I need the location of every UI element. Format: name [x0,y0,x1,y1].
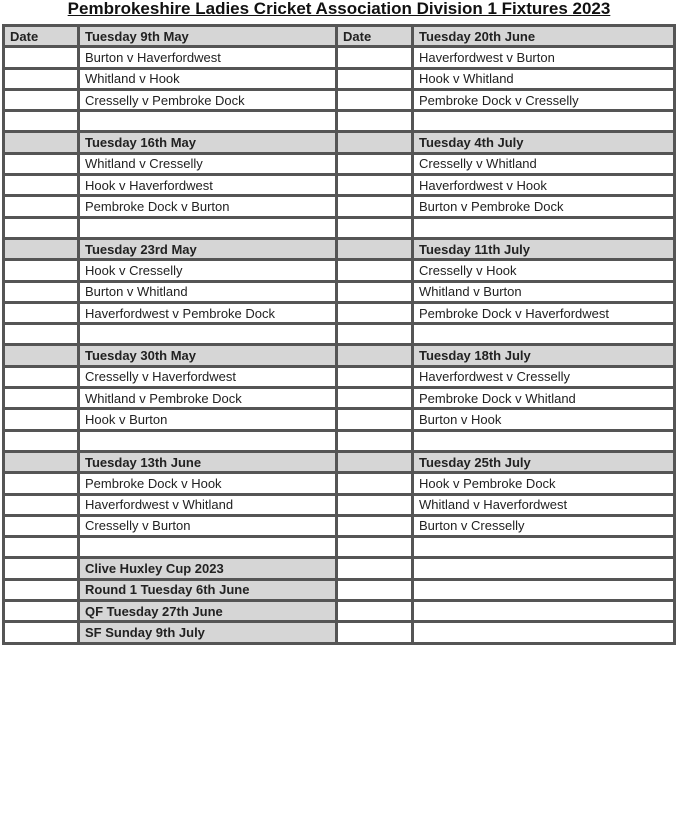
spacer-row [4,537,675,558]
fixtures-body [4,26,675,644]
week-label: Tuesday 11th July [413,238,675,259]
week-header: Tuesday 20th June [413,26,675,47]
date-cell [4,558,79,579]
cup-label: SF Sunday 9th July [79,622,337,643]
date-cell [4,451,79,472]
fixture-cell: Hook v Burton [79,409,337,430]
header-row [4,26,675,47]
fixture-cell: Haverfordwest v Pembroke Dock [79,302,337,323]
week-row [4,345,675,366]
fixture-cell [413,324,675,345]
fixture-cell: Haverfordwest v Whitland [79,494,337,515]
fixture-cell: Whitland v Haverfordwest [413,494,675,515]
week-label: Tuesday 25th July [413,451,675,472]
fixture-cell [413,111,675,132]
date-cell [337,430,413,451]
spacer-row [4,324,675,345]
date-cell [4,132,79,153]
fixture-cell [79,217,337,238]
date-cell [337,409,413,430]
fixture-row [4,47,675,68]
fixture-cell [413,430,675,451]
fixture-row [4,302,675,323]
fixture-row [4,153,675,174]
date-cell [4,430,79,451]
fixture-cell: Hook v Whitland [413,68,675,89]
cup-label: Round 1 Tuesday 6th June [79,579,337,600]
fixture-cell: Cresselly v Hook [413,260,675,281]
date-cell [4,196,79,217]
date-cell [4,217,79,238]
fixture-cell: Haverfordwest v Hook [413,175,675,196]
fixture-row [4,175,675,196]
date-cell [4,153,79,174]
date-cell [4,260,79,281]
page-title: Pembrokeshire Ladies Cricket Association Division 1 Fixtures 2023 [67,0,611,18]
date-cell [4,111,79,132]
fixture-row [4,515,675,536]
fixture-cell [79,324,337,345]
date-cell [4,494,79,515]
week-label: Tuesday 30th May [79,345,337,366]
date-cell [4,622,79,643]
fixture-cell [413,537,675,558]
week-row [4,451,675,472]
spacer-row [4,111,675,132]
date-cell [337,47,413,68]
week-label: Tuesday 16th May [79,132,337,153]
fixture-cell: Burton v Pembroke Dock [413,196,675,217]
fixture-cell [413,579,675,600]
fixture-cell: Haverfordwest v Burton [413,47,675,68]
date-cell [4,579,79,600]
fixture-cell: Burton v Haverfordwest [79,47,337,68]
fixture-cell: Pembroke Dock v Haverfordwest [413,302,675,323]
fixture-cell [413,558,675,579]
date-cell [337,515,413,536]
date-cell [337,473,413,494]
date-cell [337,579,413,600]
date-cell [337,537,413,558]
date-cell [337,451,413,472]
fixture-row [4,68,675,89]
date-cell [337,622,413,643]
date-cell [4,345,79,366]
date-cell [4,47,79,68]
date-cell [337,324,413,345]
week-label: Tuesday 4th July [413,132,675,153]
date-cell [337,494,413,515]
fixture-cell: Pembroke Dock v Whitland [413,388,675,409]
fixture-row [4,494,675,515]
date-cell [337,302,413,323]
date-cell [4,388,79,409]
fixture-cell [79,111,337,132]
cup-label: QF Tuesday 27th June [79,601,337,622]
date-cell [337,238,413,259]
fixture-cell: Haverfordwest v Cresselly [413,366,675,387]
fixture-row [4,281,675,302]
fixture-cell: Hook v Haverfordwest [79,175,337,196]
week-row [4,132,675,153]
date-cell [4,281,79,302]
cup-row [4,622,675,643]
cup-label: Clive Huxley Cup 2023 [79,558,337,579]
date-cell [4,68,79,89]
fixture-cell: Cresselly v Haverfordwest [79,366,337,387]
date-cell [337,366,413,387]
date-cell [337,89,413,110]
fixture-cell: Pembroke Dock v Cresselly [413,89,675,110]
spacer-row [4,217,675,238]
cup-row [4,579,675,600]
date-cell [337,345,413,366]
date-cell [4,324,79,345]
date-header: Date [337,26,413,47]
fixture-row [4,260,675,281]
date-cell [337,175,413,196]
date-cell [337,111,413,132]
fixture-row [4,366,675,387]
fixture-row [4,196,675,217]
date-cell [337,601,413,622]
fixture-cell: Burton v Hook [413,409,675,430]
fixture-cell [413,622,675,643]
fixture-cell [413,601,675,622]
week-row [4,238,675,259]
fixture-cell: Burton v Cresselly [413,515,675,536]
date-cell [4,238,79,259]
fixture-cell: Whitland v Cresselly [79,153,337,174]
cup-row [4,558,675,579]
date-cell [337,68,413,89]
fixture-row [4,473,675,494]
fixture-cell: Cresselly v Whitland [413,153,675,174]
cup-row [4,601,675,622]
fixtures-table [2,24,676,645]
fixture-cell: Pembroke Dock v Hook [79,473,337,494]
week-header: Tuesday 9th May [79,26,337,47]
date-cell [4,601,79,622]
date-cell [4,473,79,494]
date-cell [337,558,413,579]
date-cell [4,175,79,196]
date-header: Date [4,26,79,47]
date-cell [337,388,413,409]
fixture-cell: Whitland v Burton [413,281,675,302]
date-cell [4,89,79,110]
fixture-cell: Cresselly v Burton [79,515,337,536]
week-label: Tuesday 23rd May [79,238,337,259]
week-label: Tuesday 13th June [79,451,337,472]
fixture-cell: Burton v Whitland [79,281,337,302]
date-cell [4,515,79,536]
fixture-row [4,409,675,430]
date-cell [4,366,79,387]
spacer-row [4,430,675,451]
fixture-cell: Cresselly v Pembroke Dock [79,89,337,110]
week-label: Tuesday 18th July [413,345,675,366]
date-cell [337,132,413,153]
fixture-cell: Whitland v Hook [79,68,337,89]
date-cell [337,281,413,302]
fixture-cell: Pembroke Dock v Burton [79,196,337,217]
date-cell [4,537,79,558]
fixture-cell [79,537,337,558]
fixture-cell [79,430,337,451]
date-cell [337,196,413,217]
date-cell [337,217,413,238]
fixture-cell [413,217,675,238]
date-cell [4,302,79,323]
fixture-row [4,388,675,409]
fixture-row [4,89,675,110]
fixture-cell: Whitland v Pembroke Dock [79,388,337,409]
fixture-cell: Hook v Cresselly [79,260,337,281]
date-cell [337,153,413,174]
date-cell [4,409,79,430]
date-cell [337,260,413,281]
fixture-cell: Hook v Pembroke Dock [413,473,675,494]
